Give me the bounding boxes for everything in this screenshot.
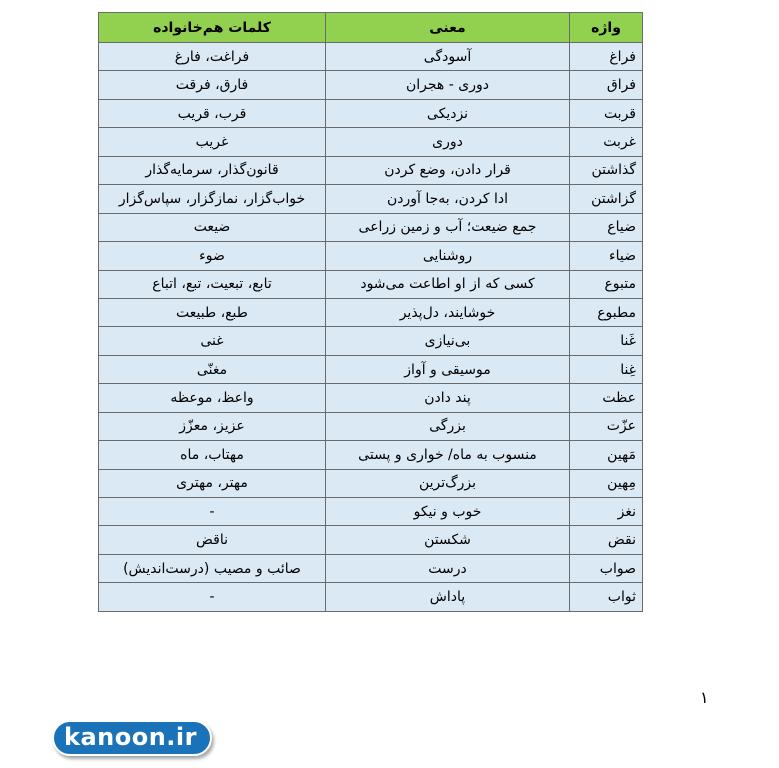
word-cell: نغز (570, 498, 643, 526)
table-row (99, 185, 643, 213)
family-cell: - (99, 498, 326, 526)
logo-badge (52, 720, 212, 756)
meaning-cell: موسیقی و آواز (326, 355, 570, 383)
family-cell: مهتاب، ماه (99, 441, 326, 469)
header-meaning: معنی (326, 13, 570, 43)
table-row (99, 298, 643, 326)
family-cell: ضیعت (99, 213, 326, 241)
family-cell: صائب و مصیب (درست‌اندیش) (99, 554, 326, 582)
page-number: ۱ (700, 688, 709, 707)
word-cell: گزاشتن (570, 185, 643, 213)
family-cell: واعظ، موعظه (99, 384, 326, 412)
meaning-cell: ادا کردن، به‌جا آوردن (326, 185, 570, 213)
meaning-cell: دوری - هجران (326, 71, 570, 99)
family-cell: ناقض (99, 526, 326, 554)
meaning-cell: قرار دادن، وضع کردن (326, 156, 570, 184)
meaning-cell: روشنایی (326, 242, 570, 270)
table-row (99, 43, 643, 71)
table-row (99, 128, 643, 156)
family-cell: تابع، تبعیت، تبع، اتباع (99, 270, 326, 298)
family-cell: خواب‌گزار، نمازگزار، سپاس‌گزار (99, 185, 326, 213)
table-header-row (99, 13, 643, 43)
word-cell: غربت (570, 128, 643, 156)
meaning-cell: خوب و نیکو (326, 498, 570, 526)
meaning-cell: بزرگ‌ترین (326, 469, 570, 497)
vocabulary-table (98, 12, 643, 612)
meaning-cell: کسی که از او اطاعت می‌شود (326, 270, 570, 298)
word-cell: مطبوع (570, 298, 643, 326)
table-row (99, 441, 643, 469)
family-cell: غریب (99, 128, 326, 156)
table-row (99, 384, 643, 412)
header-family: کلمات هم‌خانواده (99, 13, 326, 43)
family-cell: فراغت، فارغ (99, 43, 326, 71)
table-row (99, 156, 643, 184)
meaning-cell: پاداش (326, 583, 570, 611)
word-cell: مِهین (570, 469, 643, 497)
meaning-cell: بی‌نیازی (326, 327, 570, 355)
header-word: واژه (570, 13, 643, 43)
table-row (99, 327, 643, 355)
table-row (99, 242, 643, 270)
family-cell: مهتر، مهتری (99, 469, 326, 497)
word-cell: ثواب (570, 583, 643, 611)
meaning-cell: جمع ضیعت؛ آب و زمین زراعی (326, 213, 570, 241)
word-cell: غَنا (570, 327, 643, 355)
meaning-cell: منسوب به ماه/ خواری و پستی (326, 441, 570, 469)
meaning-cell: آسودگی (326, 43, 570, 71)
logo-text: kanoon.ir (64, 723, 197, 751)
word-cell: مَهین (570, 441, 643, 469)
word-cell: قربت (570, 99, 643, 127)
word-cell: صواب (570, 554, 643, 582)
table-row (99, 71, 643, 99)
table-row (99, 412, 643, 440)
family-cell: فارق، فرقت (99, 71, 326, 99)
family-cell: قرب، قریب (99, 99, 326, 127)
family-cell: عزیز، معزّز (99, 412, 326, 440)
meaning-cell: پند دادن (326, 384, 570, 412)
meaning-cell: خوشایند، دل‌پذیر (326, 298, 570, 326)
family-cell: قانون‌گذار، سرمایه‌گذار (99, 156, 326, 184)
table-row (99, 270, 643, 298)
word-cell: فراق (570, 71, 643, 99)
word-cell: گذاشتن (570, 156, 643, 184)
table-body (99, 43, 643, 612)
table-row (99, 99, 643, 127)
table-row (99, 526, 643, 554)
family-cell: مغنّی (99, 355, 326, 383)
word-cell: عزّت (570, 412, 643, 440)
family-cell: غنی (99, 327, 326, 355)
table-row (99, 498, 643, 526)
table-row (99, 355, 643, 383)
word-cell: فراغ (570, 43, 643, 71)
table-row (99, 554, 643, 582)
word-cell: ضیاع (570, 213, 643, 241)
meaning-cell: بزرگی (326, 412, 570, 440)
family-cell: ضوء (99, 242, 326, 270)
table-row (99, 583, 643, 611)
kanoon-logo[interactable] (52, 720, 216, 758)
meaning-cell: دوری (326, 128, 570, 156)
family-cell: - (99, 583, 326, 611)
meaning-cell: درست (326, 554, 570, 582)
table-row (99, 469, 643, 497)
word-cell: نقض (570, 526, 643, 554)
word-cell: ضیاء (570, 242, 643, 270)
word-cell: متبوع (570, 270, 643, 298)
word-cell: عظت (570, 384, 643, 412)
meaning-cell: نزدیکی (326, 99, 570, 127)
family-cell: طبع، طبیعت (99, 298, 326, 326)
table-row (99, 213, 643, 241)
word-cell: غِنا (570, 355, 643, 383)
meaning-cell: شکستن (326, 526, 570, 554)
